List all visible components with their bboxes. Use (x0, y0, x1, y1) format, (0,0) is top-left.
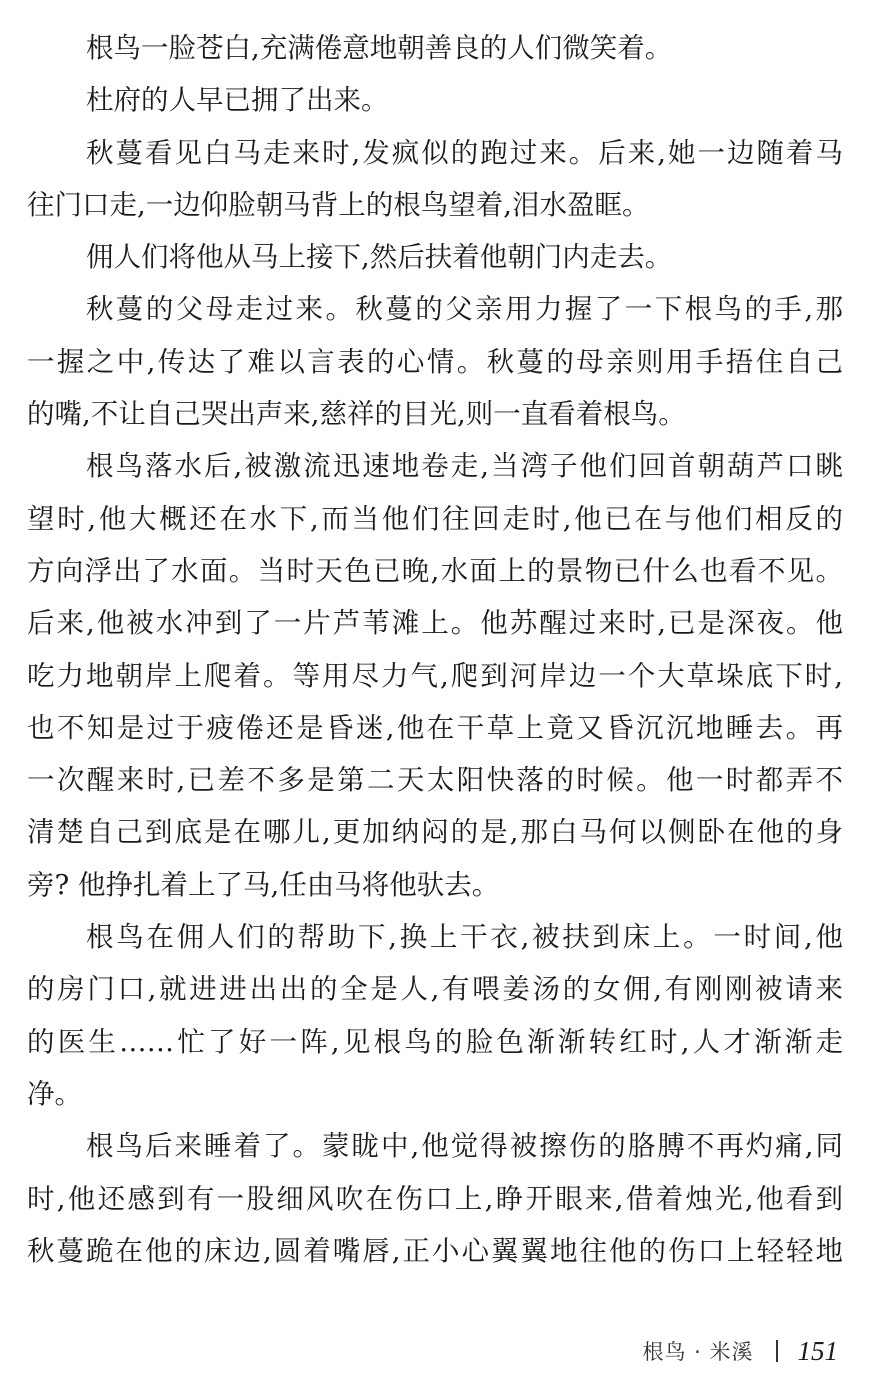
text-line: 一次醒来时,已差不多是第二天太阳快落的时候。他一时都弄不 (27, 764, 843, 797)
text-line: 旁? 他挣扎着上了马,任由马将他驮去。 (27, 868, 500, 901)
footer-divider (776, 1340, 778, 1362)
text-line: 秋蔓看见白马走来时,发疯似的跑过来。后来,她一边随着马 (86, 136, 843, 169)
text-line: 的嘴,不让自己哭出声来,慈祥的目光,则一直看着根鸟。 (27, 398, 686, 431)
text-line: 方向浮出了水面。当时天色已晚,水面上的景物已什么也看不见。 (27, 554, 843, 587)
text-line: 往门口走,一边仰脸朝马背上的根鸟望着,泪水盈眶。 (27, 188, 650, 221)
text-line: 佣人们将他从马上接下,然后扶着他朝门内走去。 (86, 241, 673, 274)
text-line: 根鸟后来睡着了。蒙眬中,他觉得被擦伤的胳膊不再灼痛,同 (86, 1130, 843, 1163)
text-line: 也不知是过于疲倦还是昏迷,他在干草上竟又昏沉沉地睡去。再 (27, 711, 843, 744)
text-line: 根鸟落水后,被激流迅速地卷走,当湾子他们回首朝葫芦口眺 (86, 450, 843, 483)
page-body (27, 22, 843, 1277)
text-line: 的医生……忙了好一阵,见根鸟的脸色渐渐转红时,人才渐渐走 (27, 1025, 843, 1058)
text-line: 秋蔓的父母走过来。秋蔓的父亲用力握了一下根鸟的手,那 (86, 293, 843, 326)
text-line: 吃力地朝岸上爬着。等用尽力气,爬到河岸边一个大草垛底下时, (27, 659, 843, 692)
page-footer (642, 1331, 838, 1371)
text-line: 一握之中,传达了难以言表的心情。秋蔓的母亲则用手捂住自己 (27, 345, 843, 378)
running-title: 根鸟 · 米溪 (642, 1340, 754, 1364)
text-line: 望时,他大概还在水下,而当他们往回走时,他已在与他们相反的 (27, 502, 843, 535)
text-line: 清楚自己到底是在哪儿,更加纳闷的是,那白马何以侧卧在他的身 (27, 816, 843, 849)
text-line: 秋蔓跪在他的床边,圆着嘴唇,正小心翼翼地往他的伤口上轻轻地 (27, 1234, 843, 1267)
page-number: 151 (797, 1335, 838, 1366)
text-line: 杜府的人早已拥了出来。 (86, 84, 389, 117)
text-line: 后来,他被水冲到了一片芦苇滩上。他苏醒过来时,已是深夜。他 (27, 607, 843, 640)
text-line: 时,他还感到有一股细风吹在伤口上,睁开眼来,借着烛光,他看到 (27, 1182, 843, 1215)
text-line: 根鸟在佣人们的帮助下,换上干衣,被扶到床上。一时间,他 (86, 921, 843, 954)
text-line: 净。 (27, 1077, 82, 1110)
text-line: 根鸟一脸苍白,充满倦意地朝善良的人们微笑着。 (86, 32, 673, 64)
text-line: 的房门口,就进进出出的全是人,有喂姜汤的女佣,有刚刚被请来 (27, 973, 843, 1006)
